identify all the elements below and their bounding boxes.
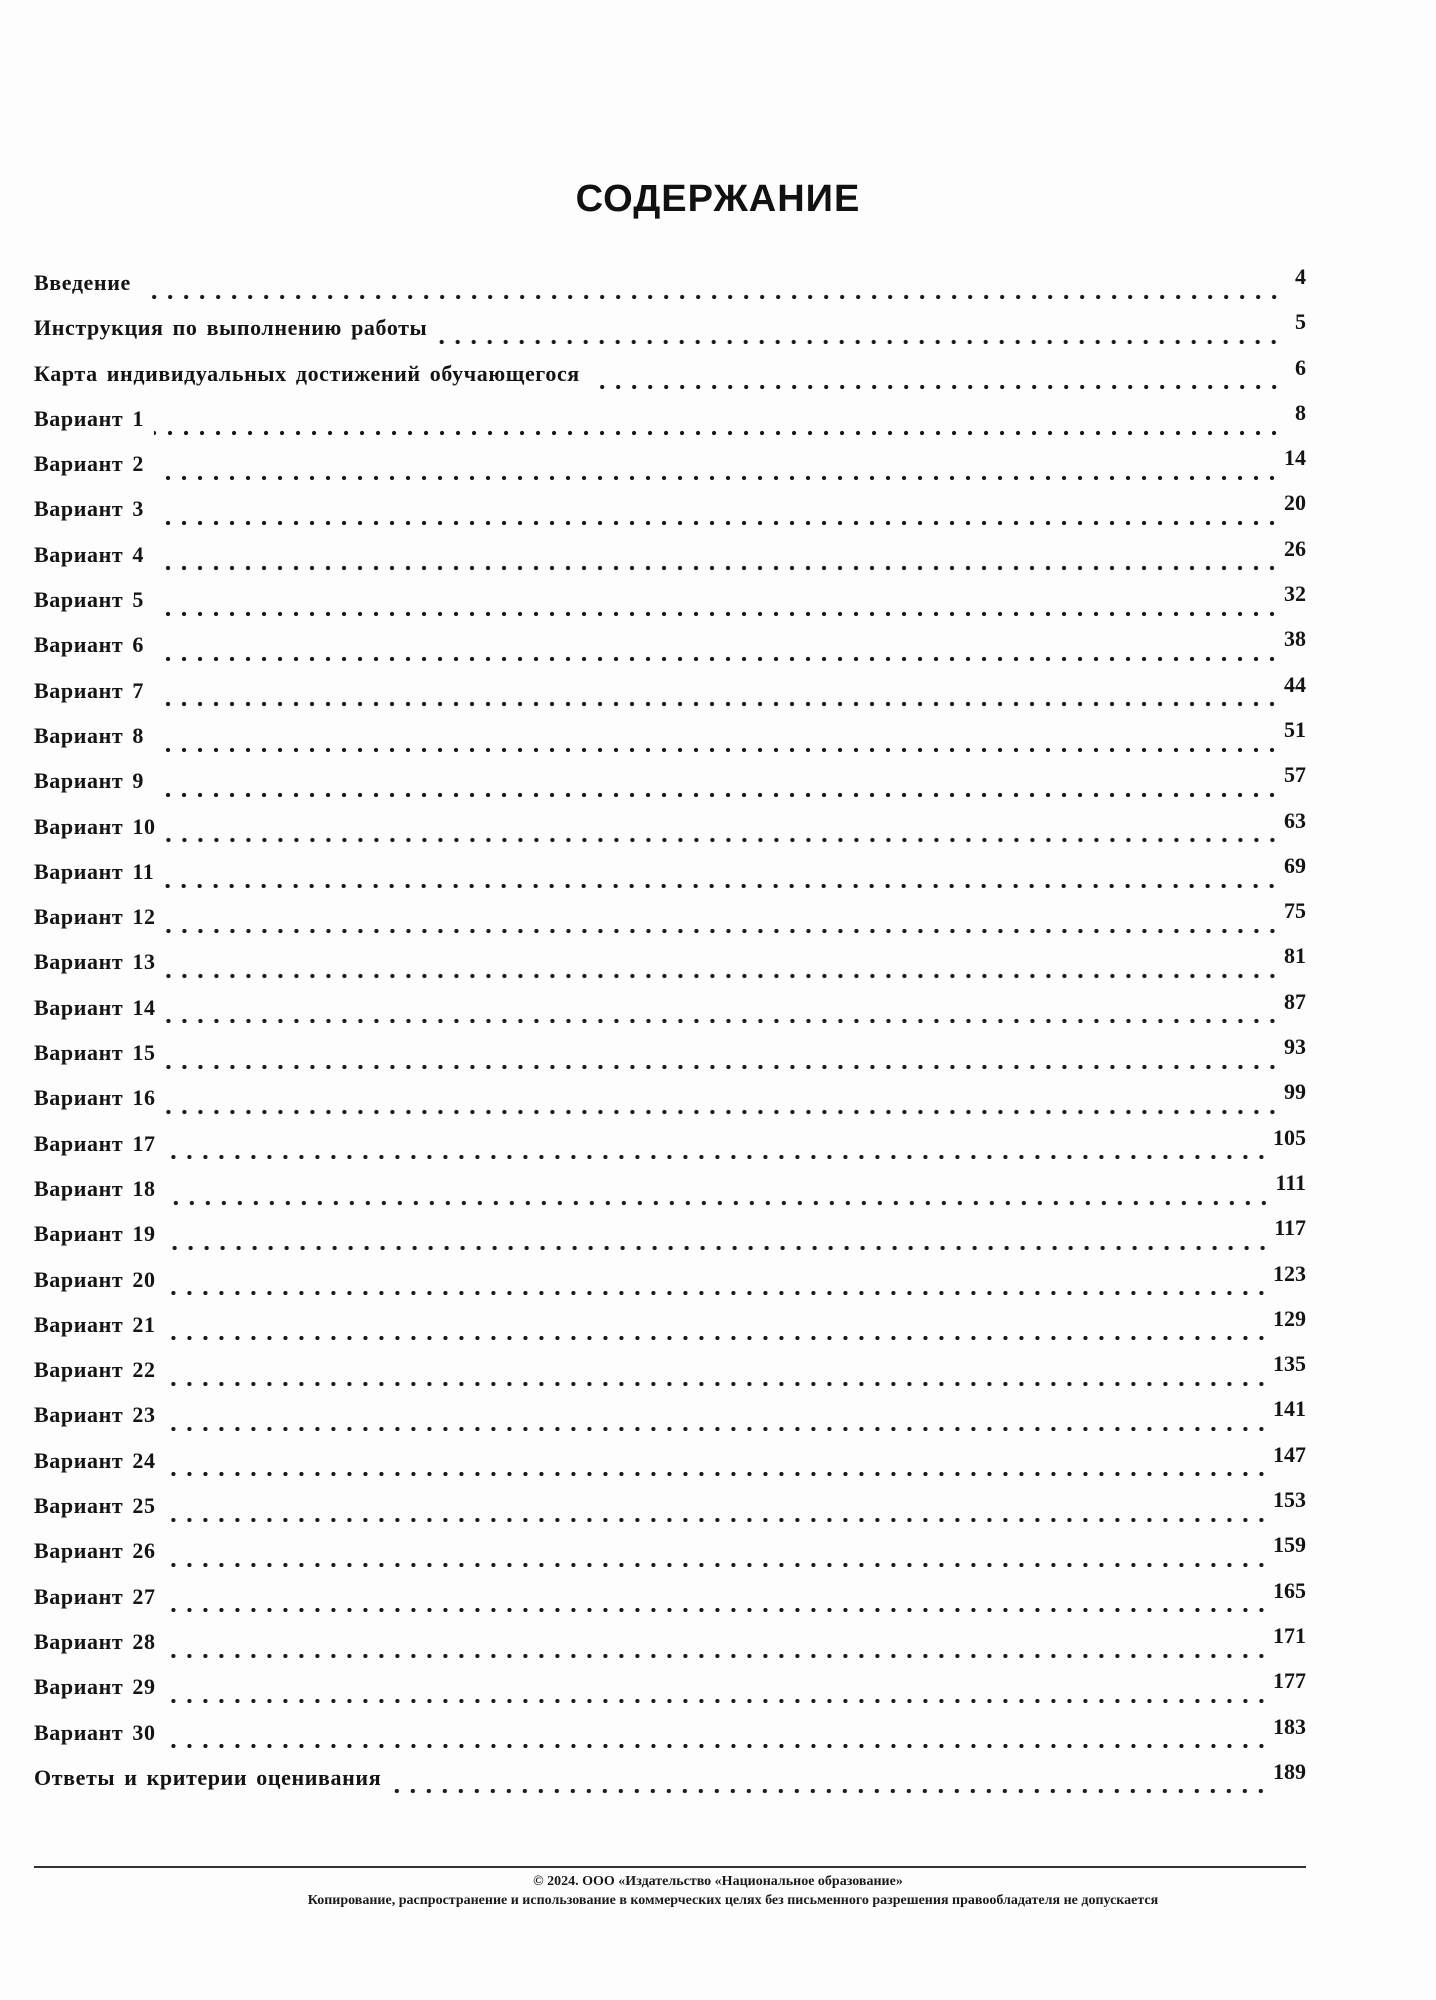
toc-entry-label: Вариант 22	[34, 1357, 156, 1383]
toc-dot-leader	[166, 1561, 1269, 1569]
toc-dot-leader	[166, 1199, 1272, 1207]
toc-entry	[34, 898, 1306, 949]
toc-entry	[34, 445, 1306, 496]
toc-entry-page-number: 5	[1295, 309, 1306, 335]
toc-entry	[34, 1622, 1306, 1674]
toc-entry-page-number: 99	[1284, 1079, 1306, 1105]
toc-dot-leader	[166, 1063, 1280, 1071]
toc-entry	[34, 264, 1306, 315]
toc-entry-label: Вариант 24	[34, 1447, 156, 1473]
toc-entry-page-number: 117	[1274, 1215, 1306, 1241]
toc-entry	[34, 1215, 1306, 1266]
toc-dot-leader	[166, 927, 1280, 935]
toc-dot-leader	[166, 1380, 1269, 1388]
toc-entry-label: Вариант 3	[34, 496, 144, 522]
toc-entry	[34, 490, 1306, 541]
toc-entry-page-number: 20	[1284, 490, 1306, 516]
footer-divider	[34, 1866, 1306, 1868]
toc-entry-page-number: 57	[1284, 762, 1306, 788]
toc-entry-page-number: 38	[1284, 626, 1306, 652]
toc-entry	[34, 626, 1306, 677]
toc-dot-leader	[141, 293, 1282, 301]
toc-dot-leader	[590, 383, 1282, 391]
toc-entry-label: Вариант 17	[34, 1130, 156, 1156]
toc-entry-page-number: 105	[1273, 1124, 1306, 1150]
toc-dot-leader	[166, 1153, 1269, 1161]
toc-dot-leader	[154, 519, 1280, 527]
toc-entry-label: Вариант 18	[34, 1175, 156, 1201]
toc-entry	[34, 943, 1306, 994]
toc-entry-label: Вариант 2	[34, 451, 144, 477]
toc-dot-leader	[391, 1787, 1269, 1795]
toc-entry-label: Вариант 30	[34, 1719, 156, 1745]
toc-dot-leader	[166, 1606, 1269, 1614]
toc-entry-label: Вариант 14	[34, 994, 156, 1020]
toc-entry-page-number: 8	[1295, 399, 1306, 425]
toc-entry-label: Вариант 8	[34, 722, 144, 748]
toc-entry	[34, 1396, 1306, 1447]
toc-entry-label: Вариант 15	[34, 1040, 156, 1066]
toc-entry	[34, 1124, 1306, 1176]
toc-entry	[34, 1758, 1306, 1810]
toc-entry	[34, 807, 1306, 859]
toc-entry	[34, 1577, 1306, 1629]
toc-entry-page-number: 129	[1273, 1305, 1306, 1331]
toc-dot-leader	[154, 700, 1280, 708]
toc-dot-leader	[166, 1470, 1269, 1478]
toc-dot-leader	[154, 791, 1280, 799]
toc-entry-page-number: 51	[1284, 716, 1306, 742]
toc-entry	[34, 1441, 1306, 1493]
toc-entry-page-number: 63	[1284, 807, 1306, 833]
toc-entry-label: Вариант 6	[34, 632, 144, 658]
toc-entry-label: Вариант 26	[34, 1538, 156, 1564]
toc-entry-label: Вариант 1	[34, 405, 144, 431]
toc-dot-leader	[166, 1017, 1280, 1025]
toc-entry-page-number: 111	[1275, 1169, 1306, 1195]
toc-dot-leader	[166, 972, 1280, 980]
toc-dot-leader	[154, 564, 1280, 572]
toc-dot-leader	[166, 1108, 1280, 1116]
toc-entry	[34, 1487, 1306, 1538]
toc-dot-leader	[166, 1244, 1271, 1252]
toc-entry	[34, 988, 1306, 1040]
toc-entry-page-number: 147	[1273, 1441, 1306, 1467]
toc-dot-leader	[166, 1742, 1269, 1750]
toc-entry-page-number: 153	[1273, 1487, 1306, 1513]
toc-entry-label: Ответы и критерии оценивания	[34, 1764, 382, 1790]
toc-entry-page-number: 6	[1295, 354, 1306, 380]
footer-copyright: © 2024. ООО «Издательство «Национальное образование»	[533, 1874, 903, 1889]
toc-entry-label: Вариант 12	[34, 904, 156, 930]
toc-entry-label: Инструкция по выполнению работы	[34, 315, 428, 341]
toc-entry-label: Вариант 11	[34, 858, 155, 884]
toc-entry-label: Вариант 25	[34, 1493, 156, 1519]
toc-entry	[34, 762, 1306, 813]
toc-entry	[34, 399, 1306, 451]
toc-entry	[34, 581, 1306, 632]
toc-entry	[34, 671, 1306, 723]
toc-entry-page-number: 69	[1284, 852, 1306, 878]
toc-entry-page-number: 183	[1273, 1713, 1306, 1739]
toc-entry-page-number: 141	[1273, 1396, 1306, 1422]
toc-entry	[34, 1079, 1306, 1130]
toc-entry-page-number: 81	[1284, 943, 1306, 969]
toc-entry-page-number: 189	[1273, 1758, 1306, 1784]
toc-entry-page-number: 75	[1284, 898, 1306, 924]
toc-entry-label: Вариант 7	[34, 677, 144, 703]
toc-entry-page-number: 26	[1284, 535, 1306, 561]
toc-entry-label: Вариант 4	[34, 541, 144, 567]
toc-entry-label: Вариант 21	[34, 1311, 156, 1337]
toc-entry-page-number: 177	[1273, 1668, 1306, 1694]
toc-entry-label: Вариант 20	[34, 1266, 156, 1292]
toc-entry-page-number: 93	[1284, 1034, 1306, 1060]
toc-entry	[34, 1351, 1306, 1402]
toc-entry-page-number: 87	[1284, 988, 1306, 1014]
toc-dot-leader	[154, 655, 1280, 663]
toc-dot-leader	[166, 1425, 1269, 1433]
toc-entry	[34, 1668, 1306, 1719]
toc-entry	[34, 716, 1306, 768]
toc-dot-leader	[166, 1516, 1269, 1524]
toc-entry-label: Вариант 5	[34, 587, 144, 613]
toc-entry-page-number: 123	[1273, 1260, 1306, 1286]
toc-entry-label: Вариант 28	[34, 1628, 156, 1654]
page-title: СОДЕРЖАНИЕ	[575, 178, 861, 220]
toc-entry-label: Введение	[34, 270, 131, 295]
toc-dot-leader	[154, 429, 1282, 437]
toc-entry-page-number: 135	[1273, 1351, 1306, 1377]
toc-entry-label: Вариант 27	[34, 1583, 156, 1609]
toc-entry	[34, 1713, 1306, 1765]
toc-entry	[34, 535, 1306, 587]
toc-entry-page-number: 165	[1273, 1577, 1306, 1603]
toc-dot-leader	[154, 474, 1280, 482]
toc-entry-page-number: 4	[1295, 264, 1306, 289]
toc-entry	[34, 852, 1306, 904]
toc-entry	[34, 1532, 1306, 1583]
toc-entry-label: Вариант 13	[34, 949, 156, 975]
toc-dot-leader	[154, 746, 1280, 754]
toc-entry	[34, 1169, 1306, 1221]
toc-entry-label: Вариант 16	[34, 1085, 156, 1111]
toc-entry-label: Карта индивидуальных достижений обучающегося	[34, 360, 580, 386]
toc-entry	[34, 1305, 1306, 1357]
toc-dot-leader	[166, 1289, 1269, 1297]
toc-dot-leader	[166, 1334, 1269, 1342]
footer-notice: Копирование, распространение и использование в коммерческих целях без письменного разрешения правообладателя не допускается	[307, 1893, 1159, 1908]
toc-entry-page-number: 32	[1284, 581, 1306, 607]
toc-dot-leader	[154, 610, 1280, 618]
table-of-contents	[34, 264, 1306, 1810]
toc-entry	[34, 1034, 1306, 1085]
toc-entry-label: Вариант 19	[34, 1221, 156, 1247]
toc-entry-label: Вариант 29	[34, 1674, 156, 1700]
toc-entry-page-number: 44	[1284, 671, 1306, 697]
toc-entry-label: Вариант 23	[34, 1402, 156, 1428]
toc-dot-leader	[166, 1652, 1269, 1660]
toc-dot-leader	[166, 836, 1280, 844]
toc-entry	[34, 309, 1306, 360]
toc-dot-leader	[437, 338, 1282, 346]
toc-entry-label: Вариант 10	[34, 813, 156, 839]
toc-entry-label: Вариант 9	[34, 768, 144, 794]
footer	[0, 1872, 1436, 1910]
toc-entry	[34, 1260, 1306, 1312]
toc-dot-leader	[166, 1697, 1269, 1705]
toc-entry-page-number: 159	[1273, 1532, 1306, 1558]
toc-entry	[34, 354, 1306, 406]
toc-entry-page-number: 171	[1273, 1622, 1306, 1648]
toc-entry-page-number: 14	[1284, 445, 1306, 471]
toc-dot-leader	[164, 882, 1280, 890]
